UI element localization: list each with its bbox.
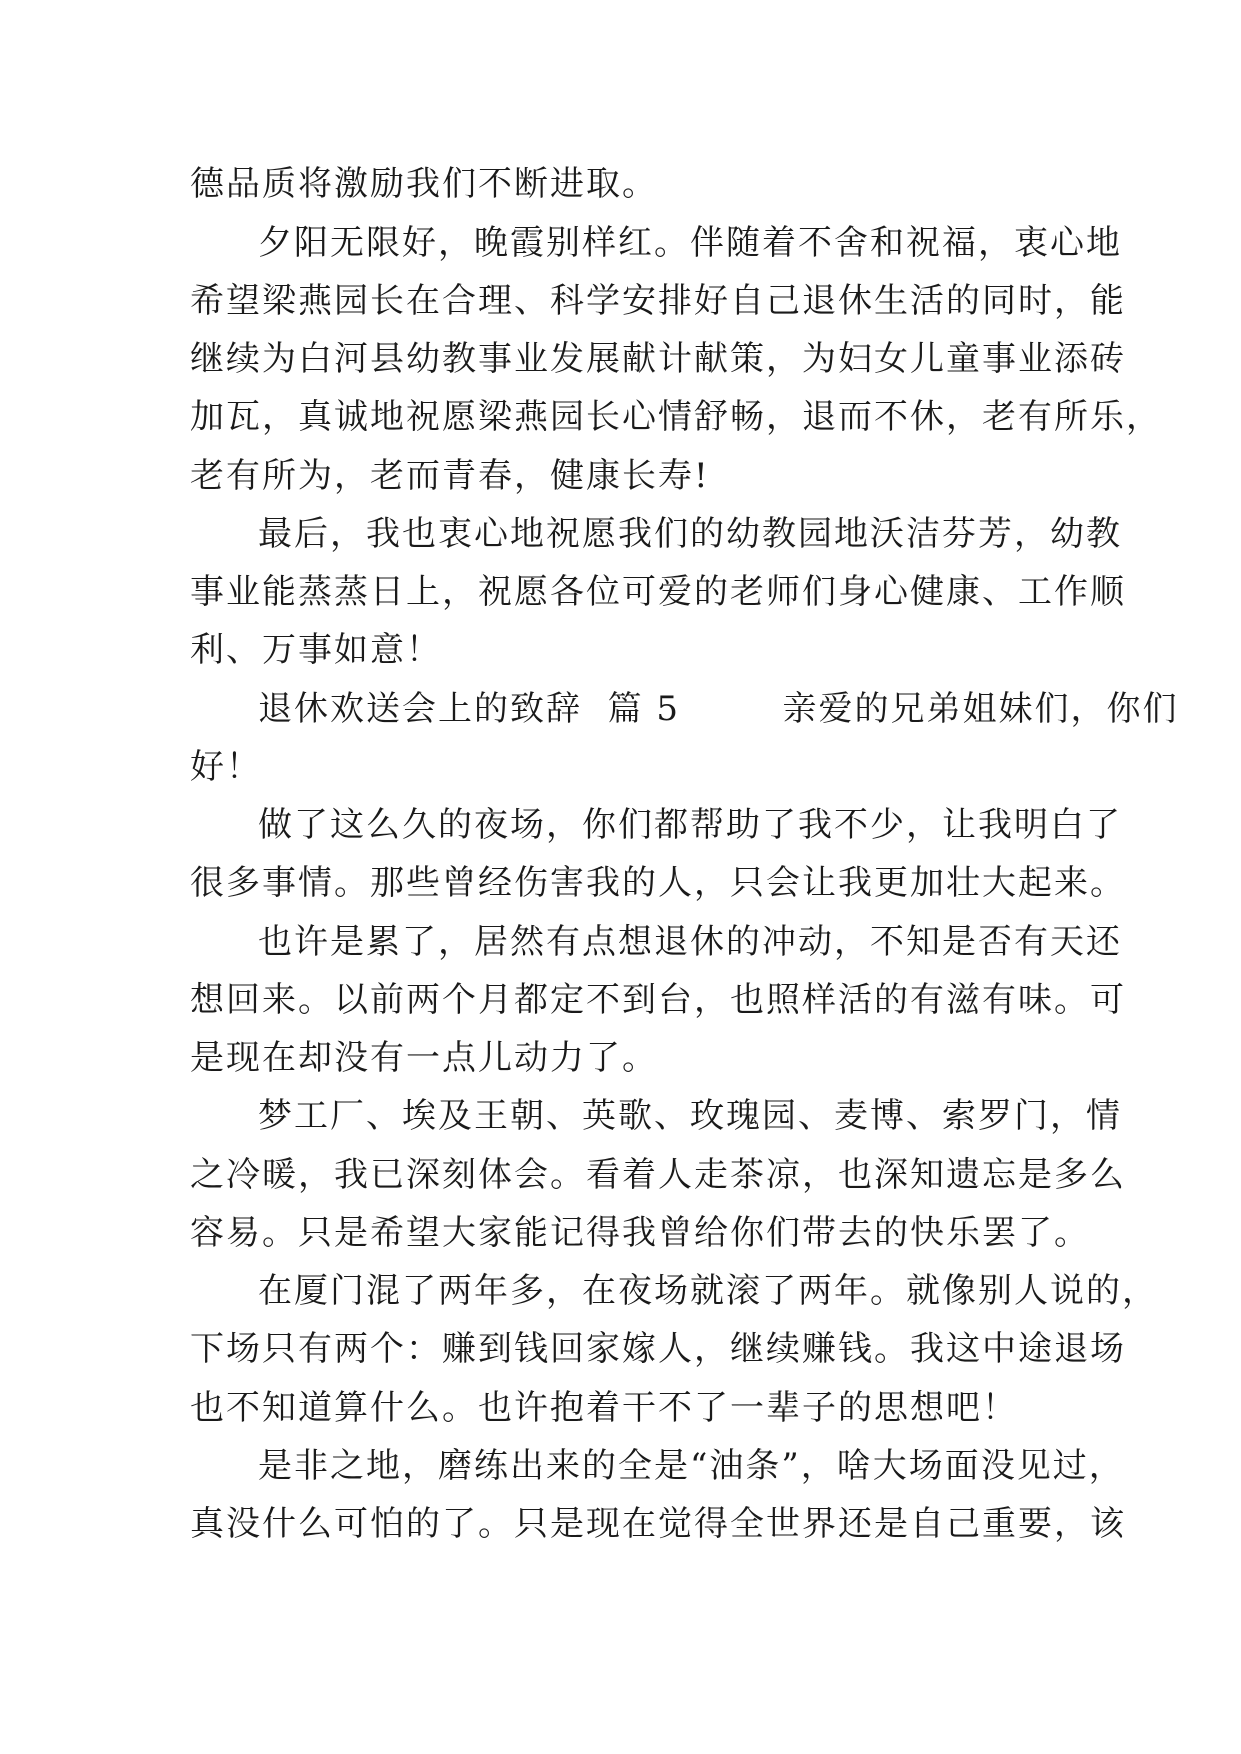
text-line: 加瓦，真诚地祝愿梁燕园长心情舒畅，退而不休，老有所乐， <box>190 397 1162 437</box>
text-line: 是现在却没有一点儿动力了。 <box>190 1038 658 1078</box>
text-line: 继续为白河县幼教事业发展献计献策，为妇女儿童事业添砖 <box>190 339 1126 379</box>
paragraph-start-line: 是非之地，磨练出来的全是“油条”，啥大场面没见过， <box>258 1446 1125 1486</box>
text-line: 之冷暖，我已深刻体会。看着人走茶凉，也深知遗忘是多么 <box>190 1155 1126 1195</box>
text-line: 容易。只是希望大家能记得我曾给你们带去的快乐罢了。 <box>190 1213 1090 1253</box>
text-line: 德品质将激励我们不断进取。 <box>190 164 658 204</box>
text-line: 也不知道算什么。也许抱着干不了一辈子的思想吧！ <box>190 1388 1018 1428</box>
paragraph-start-line: 也许是累了，居然有点想退休的冲动，不知是否有天还 <box>258 922 1122 962</box>
text-line: 下场只有两个：赚到钱回家嫁人，继续赚钱。我这中途退场 <box>190 1329 1126 1369</box>
text-line: 好！ <box>190 747 262 787</box>
text-line: 想回来。以前两个月都定不到台，也照样活的有滋有味。可 <box>190 980 1126 1020</box>
section-heading-line: 退休欢送会上的致辞 篇 5 亲爱的兄弟姐妹们，你们 <box>258 689 1179 729</box>
paragraph-start-line: 夕阳无限好，晚霞别样红。伴随着不舍和祝福，衷心地 <box>258 223 1122 263</box>
text-line: 希望梁燕园长在合理、科学安排好自己退休生活的同时，能 <box>190 281 1126 321</box>
text-line: 事业能蒸蒸日上，祝愿各位可爱的老师们身心健康、工作顺 <box>190 572 1126 612</box>
text-line: 老有所为，老而青春，健康长寿! <box>190 456 710 496</box>
paragraph-start-line: 梦工厂、埃及王朝、英歌、玫瑰园、麦博、索罗门，情 <box>258 1096 1122 1136</box>
paragraph-start-line: 在厦门混了两年多，在夜场就滚了两年。就像别人说的， <box>258 1271 1158 1311</box>
text-line: 真没什么可怕的了。只是现在觉得全世界还是自己重要，该 <box>190 1504 1126 1544</box>
paragraph-start-line: 最后，我也衷心地祝愿我们的幼教园地沃洁芬芳，幼教 <box>258 514 1122 554</box>
text-line: 利、万事如意！ <box>190 630 442 670</box>
paragraph-start-line: 做了这么久的夜场，你们都帮助了我不少，让我明白了 <box>258 805 1122 845</box>
text-line: 很多事情。那些曾经伤害我的人，只会让我更加壮大起来。 <box>190 863 1126 903</box>
